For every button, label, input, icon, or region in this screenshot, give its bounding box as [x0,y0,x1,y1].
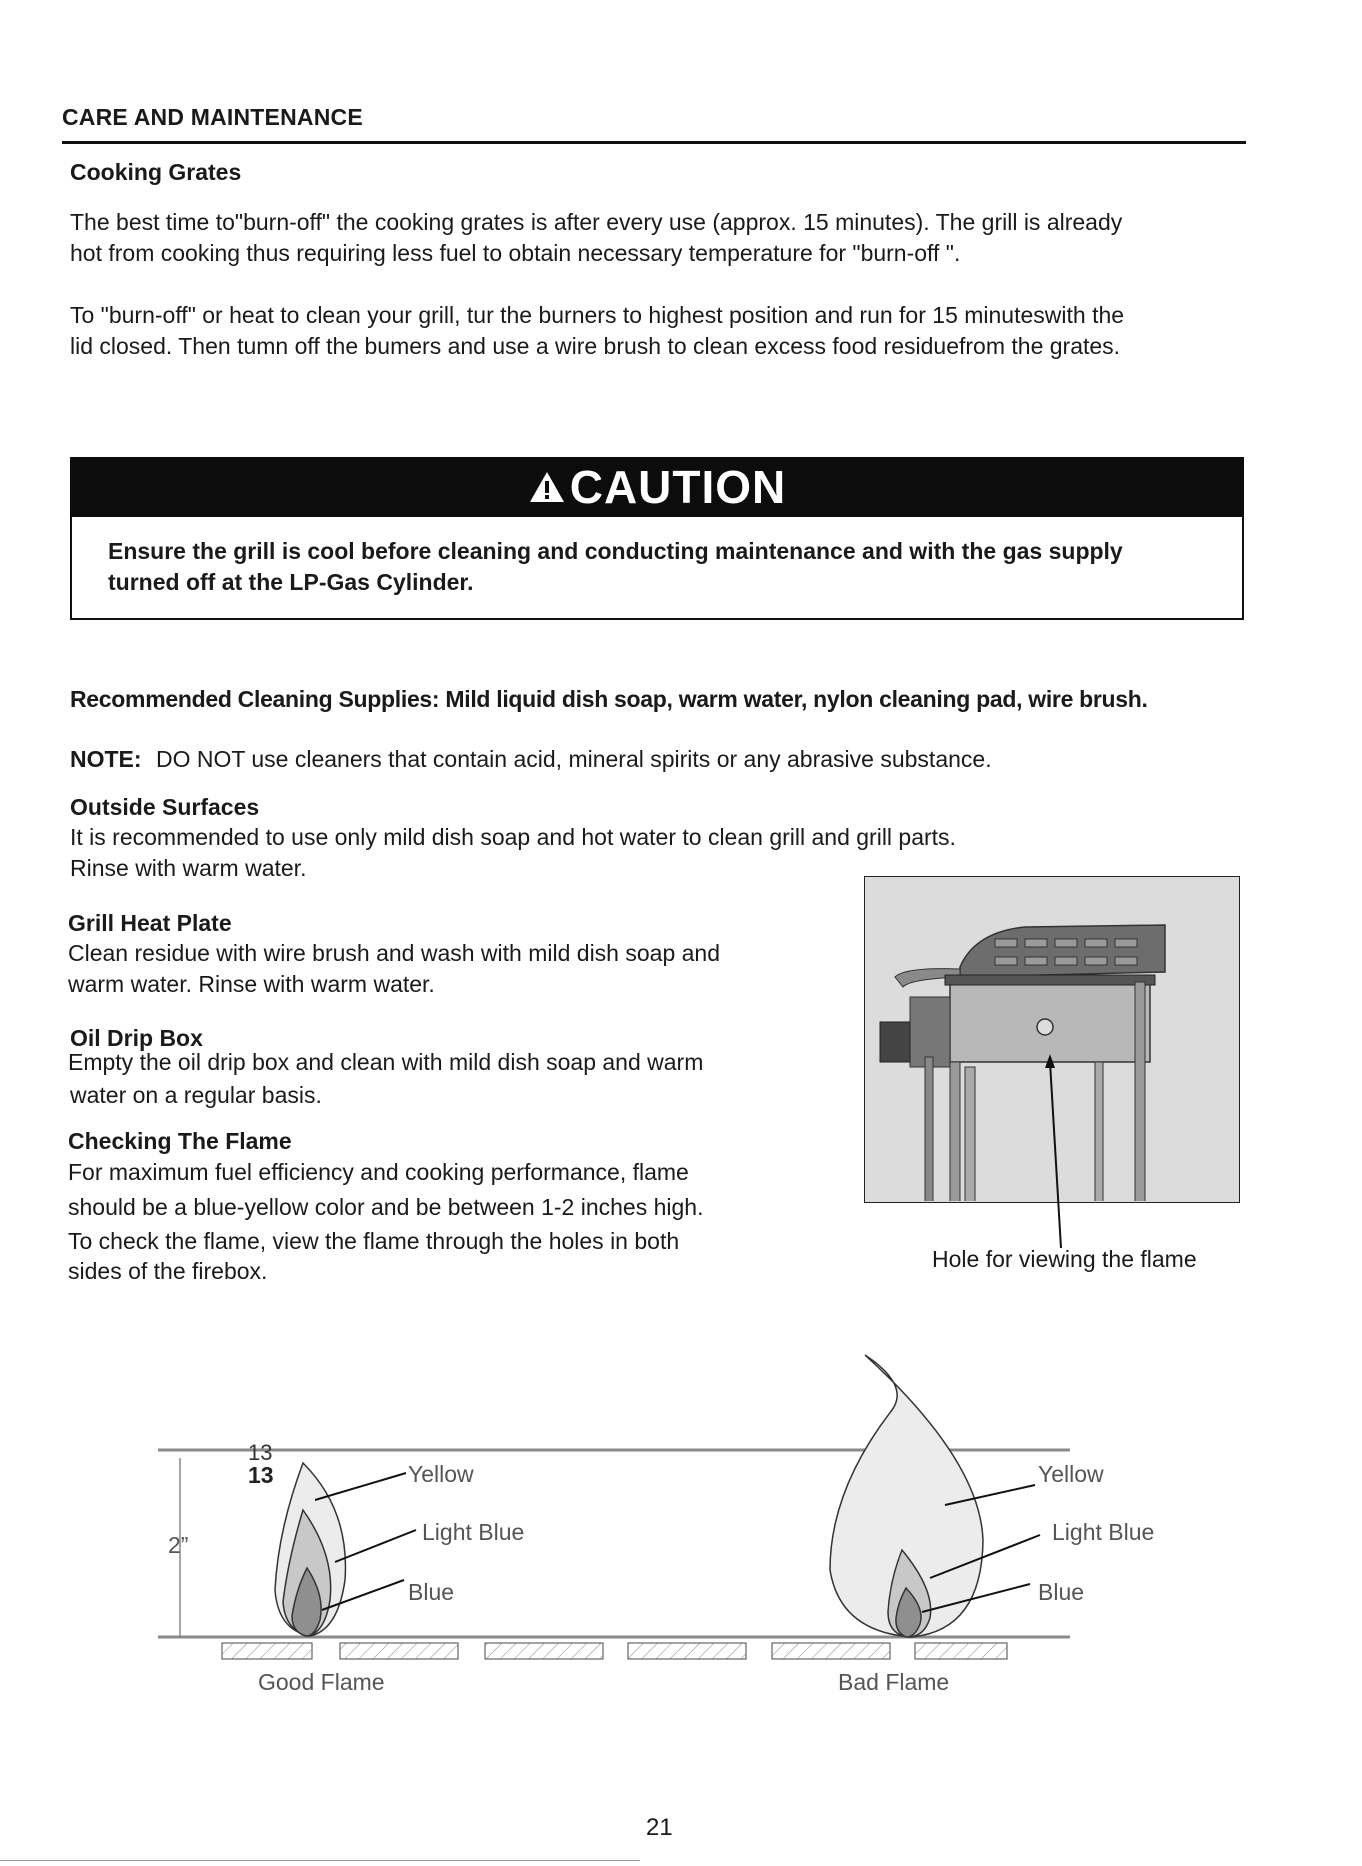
oil-drip-box-heading: Oil Drip Box [70,1025,203,1051]
section-title: CARE AND MAINTENANCE [62,104,363,130]
oil-drip-box-line2: water on a regular basis. [70,1082,322,1108]
checking-flame-line4: sides of the firebox. [68,1258,268,1284]
marker-bottom: 13 [248,1462,274,1488]
caution-line2: turned off at the LP-Gas Cylinder. [108,569,474,595]
page-number: 21 [646,1814,673,1841]
flame-drawings [140,1340,1100,1720]
header-rule [62,141,1246,144]
cooking-grates-para2-line2: lid closed. Then tumn off the bumers and use a wire brush to clean excess food residuefrom the grates. [70,333,1121,359]
good-light-blue-label: Light Blue [422,1519,525,1545]
marker-top: 13 [248,1440,273,1465]
caution-text [108,536,1228,598]
note [70,744,992,775]
footer-line [0,1860,640,1861]
bad-blue-label: Blue [1038,1579,1085,1605]
grill-heat-plate-line1: Clean residue with wire brush and wash with mild dish soap and [68,940,721,966]
checking-flame-line2: should be a blue-yellow color and be between 1-2 inches high. [68,1194,704,1220]
good-blue-label: Blue [408,1579,455,1605]
oil-drip-box-line1: Empty the oil drip box and clean with mild dish soap and warm [68,1049,704,1075]
checking-flame-heading: Checking The Flame [68,1128,292,1154]
bad-light-blue-label: Light Blue [1052,1519,1155,1545]
cooking-grates-para1-line1: The best time to"burn-off" the cooking grates is after every use (approx. 15 minutes). The grill is already [70,209,1123,235]
grill-heat-plate-line2: warm water. Rinse with warm water. [68,971,435,997]
photo-caption: Hole for viewing the flame [932,1246,1197,1272]
outside-surfaces-heading: Outside Surfaces [70,794,260,820]
outside-surfaces-line1: It is recommended to use only mild dish soap and hot water to clean grill and grill parts. [70,824,956,850]
cooking-grates-heading: Cooking Grates [70,159,242,185]
bad-flame-caption: Bad Flame [838,1669,950,1695]
cooking-grates-para2-line1: To "burn-off" or heat to clean your grill, tur the burners to highest position and run for 15 minuteswith the [70,302,1125,328]
height-label: 2” [168,1532,189,1558]
good-yellow-label: Yellow [408,1461,474,1487]
bad-yellow-label: Yellow [1038,1461,1104,1487]
caution-banner [70,457,1244,517]
caution-line1: Ensure the grill is cool before cleaning and conducting maintenance and with the gas supply [108,538,1123,564]
outside-surfaces-line2: Rinse with warm water. [70,855,307,881]
caution-label: CAUTION [569,461,787,513]
warning-triangle-icon [528,469,566,505]
checking-flame-line1: For maximum fuel efficiency and cooking performance, flame [68,1159,689,1185]
good-flame-caption: Good Flame [258,1669,385,1695]
cooking-grates-para1-line2: hot from cooking thus requiring less fuel to obtain necessary temperature for "burn-off ". [70,240,961,266]
note-label: NOTE: [70,746,142,772]
checking-flame-line3: To check the flame, view the flame through the holes in both [68,1228,680,1254]
grill-heat-plate-heading: Grill Heat Plate [68,910,232,936]
pointer-arrow [1040,1052,1070,1252]
recommended-supplies: Recommended Cleaning Supplies: Mild liquid dish soap, warm water, nylon cleaning pad, wire brush. [70,686,1148,712]
note-text: DO NOT use cleaners that contain acid, mineral spirits or any abrasive substance. [155,746,992,772]
